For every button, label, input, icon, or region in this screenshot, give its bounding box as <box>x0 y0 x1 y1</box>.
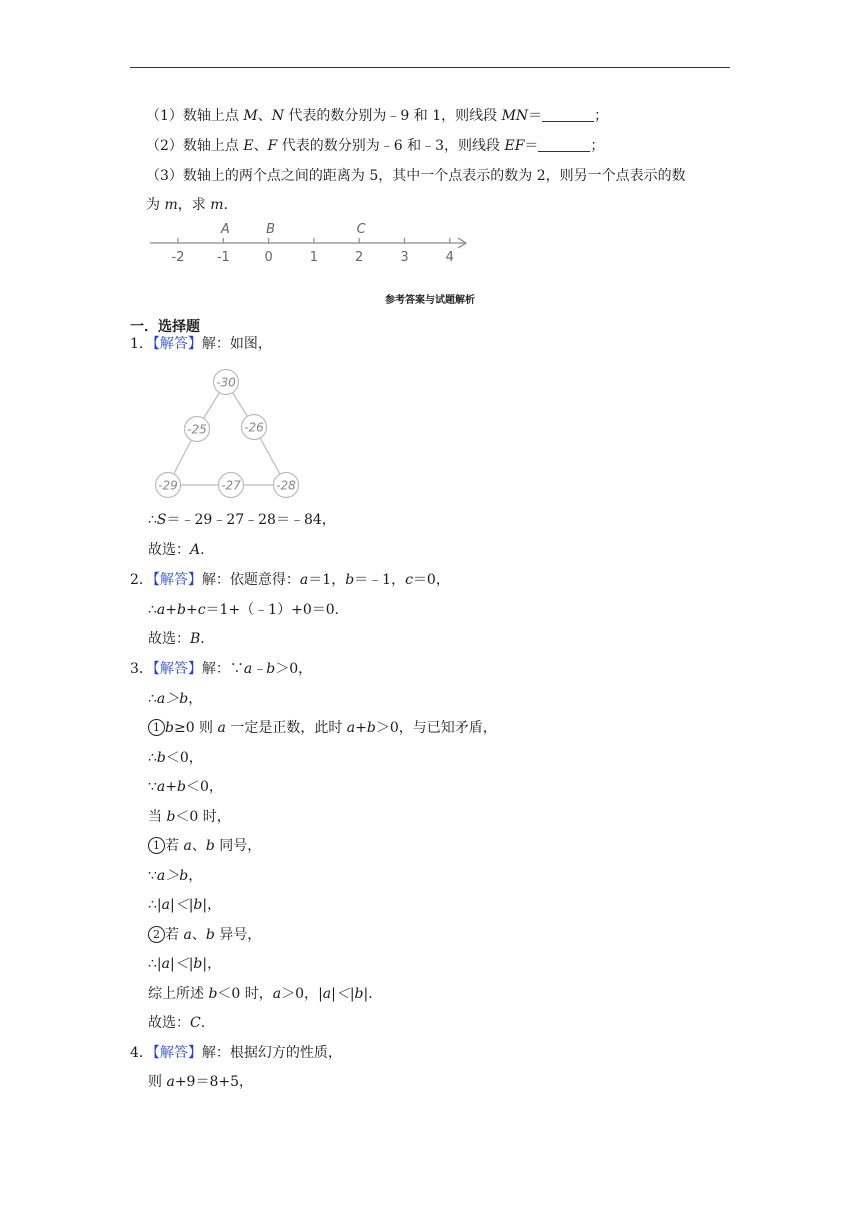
number-line-point-labels <box>220 222 367 237</box>
answer-blank <box>542 107 594 122</box>
solution-2-line-1: 2．【解答】解：依题意得：a＝1，b＝﹣1，c＝0， <box>130 572 450 588</box>
solution-3-line-1: 3．【解答】解：∵a﹣b＞0， <box>130 661 313 677</box>
number-line-ticks <box>178 238 450 243</box>
answer-section-title: 参考答案与试题解析 <box>385 295 475 306</box>
triangle-node-label: -25 <box>187 422 207 437</box>
point-label-a: A <box>220 222 230 237</box>
question-3-line-1: （3）数轴上的两个点之间的距离为 5，其中一个点表示的数为 2，则另一个点表示的数 <box>146 168 686 184</box>
solution-1-line-3: 故选：A. <box>148 542 205 558</box>
tick-label: 1 <box>309 250 319 265</box>
tick-label: 3 <box>400 250 409 265</box>
number-line-tick-labels <box>172 250 454 265</box>
solution-3-line-13: 故选：C. <box>148 1015 206 1031</box>
point-label-c: C <box>356 222 366 237</box>
solution-3-line-12: 综上所述 b＜0 时，a＞0，|a|＜|b|. <box>148 986 373 1002</box>
tick-label: -1 <box>216 250 230 265</box>
header-rule <box>130 67 730 68</box>
triangle-node-label: -27 <box>221 478 241 493</box>
answer-blank <box>538 137 590 152</box>
question-1: （1）数轴上点 M、N 代表的数分别为﹣9 和 1，则线段 MN＝ ； <box>146 108 609 124</box>
tick-label: 4 <box>445 250 454 265</box>
solution-3-line-9: ∴|a|＜|b|， <box>148 897 222 913</box>
triangle-node-label: -26 <box>244 420 264 435</box>
circled-number: 2 <box>148 926 165 943</box>
solution-3-line-2: ∴a＞b， <box>148 691 203 707</box>
solution-3-line-4: ∴b＜0， <box>148 750 203 766</box>
circled-number: 1 <box>148 837 165 854</box>
solution-3-line-8: ∵a＞b， <box>148 868 203 884</box>
section-heading: 一．选择题 <box>130 319 200 335</box>
solution-2-line-2: ∴a+b+c＝1+（﹣1）+0＝0. <box>148 602 340 618</box>
triangle-node-label: -30 <box>216 375 236 390</box>
solution-1-line-1: 1．【解答】解：如图， <box>130 336 272 352</box>
solution-1-line-2: ∴S＝﹣29﹣27﹣28＝﹣84， <box>148 512 336 528</box>
answer-tag: 【解答】 <box>152 336 202 352</box>
question-2: （2）数轴上点 E、F 代表的数分别为﹣6 和﹣3，则线段 EF＝ ； <box>146 138 605 154</box>
tick-label: -2 <box>171 250 185 265</box>
number-triangle-figure <box>148 362 308 502</box>
tick-label: 2 <box>355 250 364 265</box>
solution-4-line-2: 则 a+9＝8+5， <box>148 1074 253 1090</box>
solution-3-line-10: 2 若 a、b 异号， <box>148 925 261 945</box>
circled-number: 1 <box>148 719 165 736</box>
answer-tag: 【解答】 <box>152 572 202 588</box>
number-line-figure <box>140 215 480 270</box>
solution-3-line-7: 1 若 a、b 同号， <box>148 836 261 856</box>
answer-tag: 【解答】 <box>152 1045 202 1061</box>
triangle-node-label: -28 <box>276 478 296 493</box>
triangle-node-label: -29 <box>158 478 178 493</box>
tick-label: 0 <box>264 250 273 265</box>
solution-2-line-3: 故选：B. <box>148 631 205 647</box>
solution-3-line-11: ∴|a|＜|b|， <box>148 956 222 972</box>
solution-3-line-5: ∵a+b＜0， <box>148 779 223 795</box>
point-label-b: B <box>266 222 276 237</box>
answer-tag: 【解答】 <box>152 661 202 677</box>
solution-4-line-1: 4．【解答】解：根据幻方的性质， <box>130 1045 342 1061</box>
solution-3-line-6: 当 b＜0 时， <box>148 809 231 825</box>
question-3-line-2: 为 m，求 m. <box>146 197 228 213</box>
solution-3-line-3: 1 b≥0 则 a 一定是正数，此时 a+b＞0，与已知矛盾， <box>148 718 497 738</box>
